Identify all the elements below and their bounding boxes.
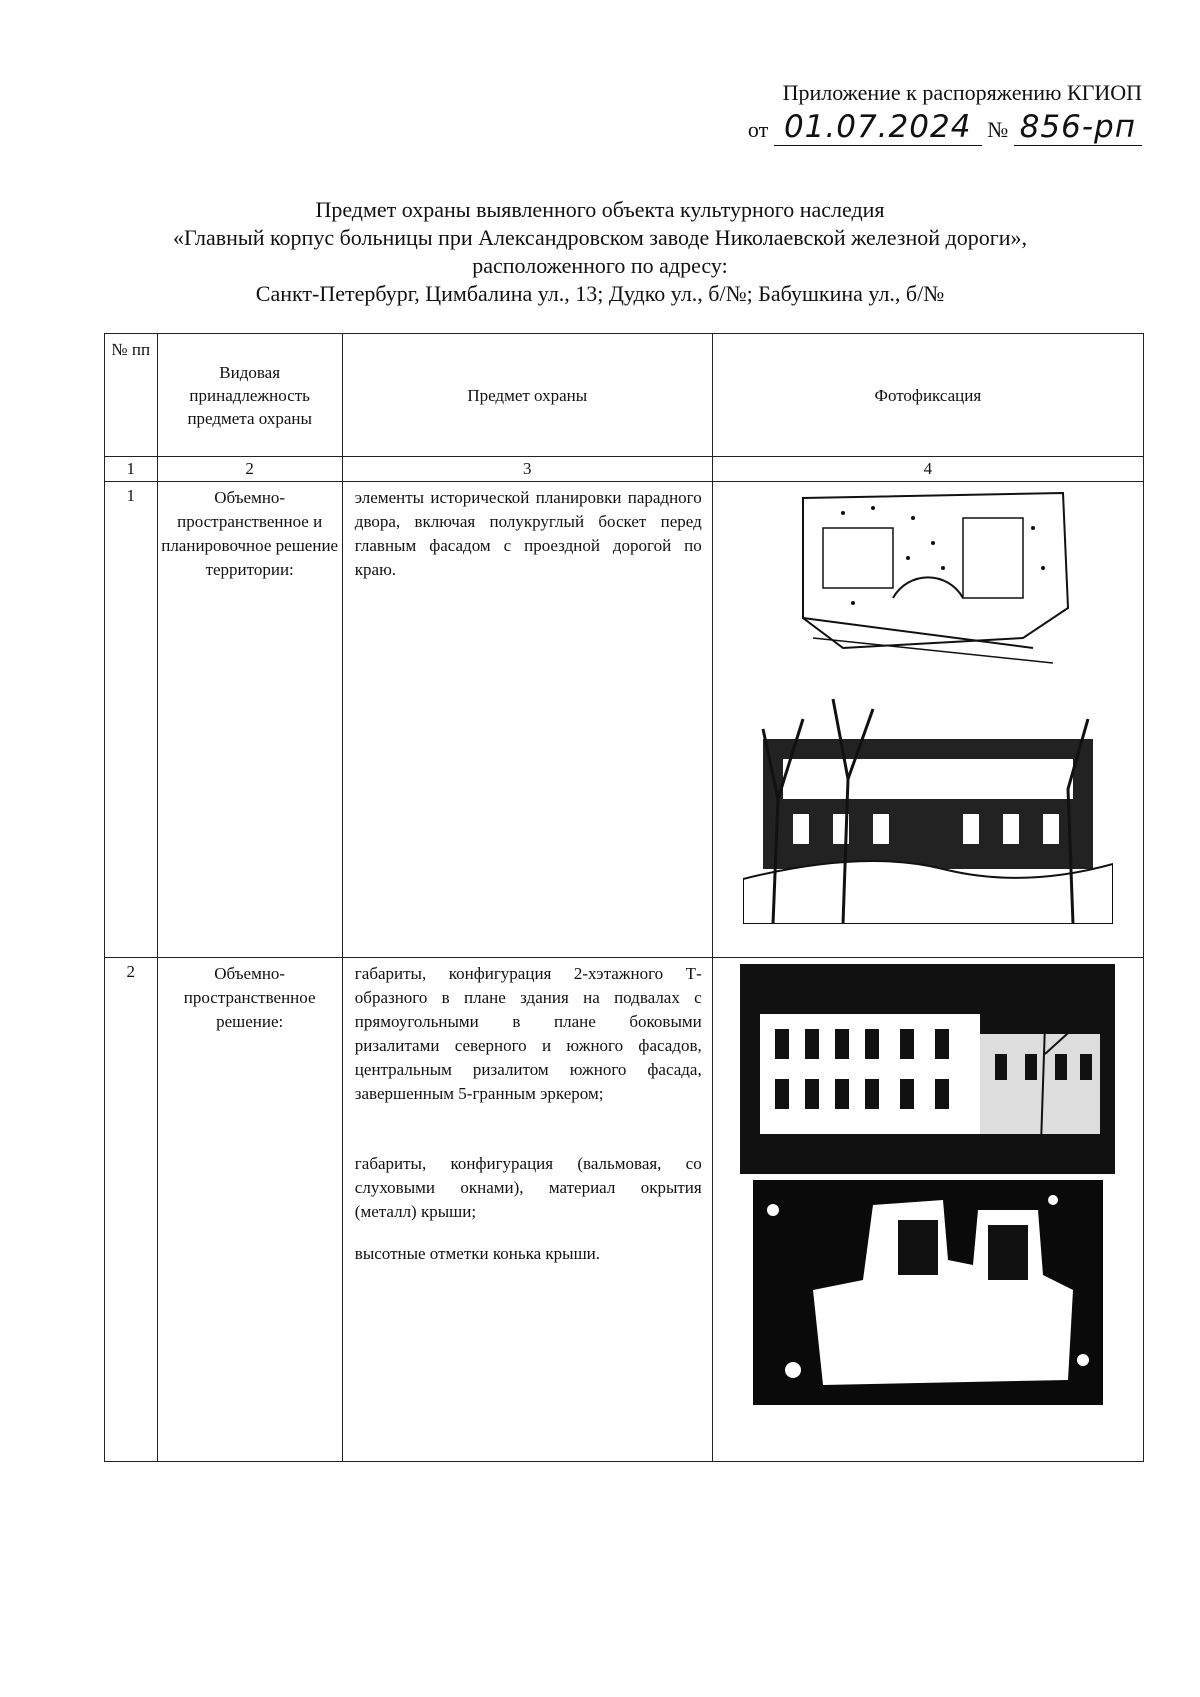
subject-paragraph: элементы исторической планировки парадного двора, включая полукруглый боскет перед главным фасадом с проездной дорогой по краю. bbox=[354, 488, 702, 579]
row-kind: Объемно-пространственное решение: bbox=[157, 958, 342, 1462]
order-reference bbox=[747, 109, 1142, 146]
annex-caption: Приложение к распоряжению КГИОП bbox=[782, 80, 1142, 105]
header-kind: Видовая принадлежность предмета охраны bbox=[157, 334, 342, 457]
site-plan-image bbox=[783, 488, 1073, 673]
title-line-3: расположенного по адресу: bbox=[472, 253, 728, 278]
photo-cell bbox=[712, 958, 1143, 1462]
header-subject: Предмет охраны bbox=[342, 334, 712, 457]
from-label: от bbox=[747, 117, 769, 142]
photo-cell bbox=[712, 482, 1143, 958]
row-number: 2 bbox=[105, 958, 158, 1462]
table-header-row bbox=[105, 334, 1144, 457]
protection-subject-table bbox=[104, 333, 1144, 1462]
title-line-1: Предмет охраны выявленного объекта культурного наследия bbox=[315, 197, 885, 222]
title-line-4: Санкт-Петербург, Цимбалина ул., 13; Дудко ул., б/№; Бабушкина ул., б/№ bbox=[255, 281, 945, 306]
subject-paragraph: высотные отметки конька крыши. bbox=[354, 1244, 601, 1263]
row-subject bbox=[342, 958, 712, 1462]
number-label: № bbox=[987, 117, 1009, 142]
title-line-2: «Главный корпус больницы при Александровском заводе Николаевской железной дороги», bbox=[172, 225, 1028, 250]
column-number-row bbox=[105, 457, 1144, 482]
table-row bbox=[105, 482, 1144, 958]
document-title bbox=[130, 196, 1070, 308]
table-row bbox=[105, 958, 1144, 1462]
column-number-4: 4 bbox=[712, 457, 1143, 482]
row-number: 1 bbox=[105, 482, 158, 958]
subject-paragraph: габариты, конфигурация 2-хэтажного Т-образного в плане здания на подвалах с прямоугольными в плане боковыми ризалитами северного и южного фасадов, центральным ризалитом южного фасада, завершенным 5-гранным эркером; bbox=[354, 964, 702, 1103]
facade-photo bbox=[740, 964, 1115, 1174]
row-kind: Объемно-пространственное и планировочное решение территории: bbox=[157, 482, 342, 958]
order-number: 856-рп bbox=[1019, 109, 1136, 145]
column-number-1: 1 bbox=[105, 457, 158, 482]
column-number-3: 3 bbox=[342, 457, 712, 482]
column-number-2: 2 bbox=[157, 457, 342, 482]
header-no: № пп bbox=[105, 334, 158, 457]
row-subject bbox=[342, 482, 712, 958]
subject-paragraph: габариты, конфигурация (вальмовая, со слуховыми окнами), материал окрытия (металл) крыши; bbox=[354, 1154, 702, 1221]
courtyard-photo bbox=[743, 679, 1113, 924]
order-date: 01.07.2024 bbox=[783, 109, 972, 145]
roof-aerial-image bbox=[753, 1180, 1103, 1405]
header-photo: Фотофиксация bbox=[712, 334, 1143, 457]
